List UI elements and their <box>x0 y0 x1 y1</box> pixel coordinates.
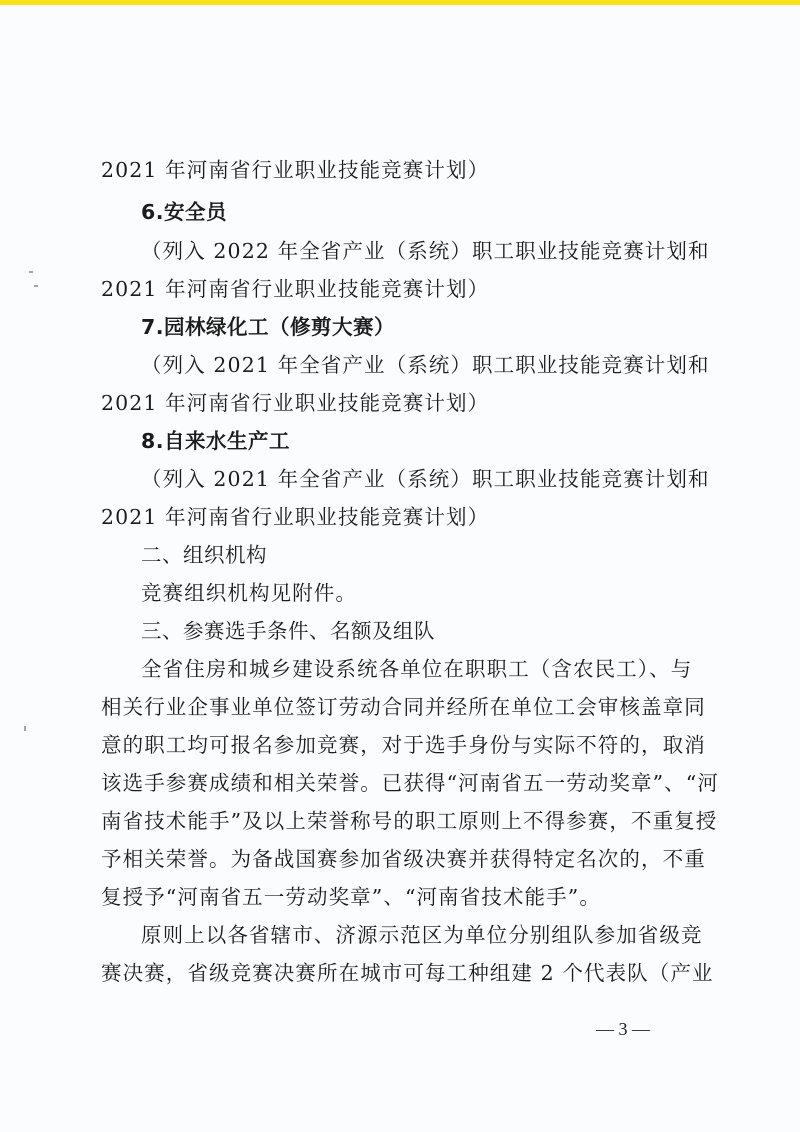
text-line: 2021 年河南省行业职业技能竞赛计划） <box>101 158 490 182</box>
text-line: 意的职工均可报名参加竞赛，对于选手身份与实际不符的，取消 <box>101 733 706 757</box>
text-line: （列入 2021 年全省产业（系统）职工职业技能竞赛计划和 <box>141 467 710 491</box>
text-line: 全省住房和城乡建设系统各单位在职职工（含农民工）、与 <box>141 657 693 681</box>
text-line: 赛决赛，省级竞赛决赛所在城市可每工种组建 2 个代表队（产业 <box>101 961 714 985</box>
text-line: 竞赛组织机构见附件。 <box>141 581 357 605</box>
page-number: — 3 — <box>596 1019 650 1039</box>
text-line: 予相关荣誉。为备战国赛参加省级决赛并获得特定名次的，不重 <box>101 847 706 871</box>
text-line: 该选手参赛成绩和相关荣誉。已获得“河南省五一劳动奖章”、“河 <box>101 771 719 795</box>
text-line: 南省技术能手”及以上荣誉称号的职工原则上不得参赛，不重复授 <box>101 809 718 833</box>
text-line: 相关行业企事业单位签订劳动合同并经所在单位工会审核盖章同 <box>101 695 706 719</box>
section-heading-3: 三、参赛选手条件、名额及组队 <box>141 619 435 643</box>
item-heading-8: 8.自来水生产工 <box>141 429 291 453</box>
text-line: 2021 年河南省行业职业技能竞赛计划） <box>101 505 490 529</box>
text-line: 原则上以各省辖市、济源示范区为单位分别组队参加省级竞 <box>141 923 703 947</box>
item-heading-7: 7.园林绿化工（修剪大赛） <box>141 315 396 339</box>
text-line: 复授予“河南省五一劳动奖章”、“河南省技术能手”。 <box>101 885 601 909</box>
item-heading-6: 6.安全员 <box>141 200 228 224</box>
text-line: （列入 2021 年全省产业（系统）职工职业技能竞赛计划和 <box>141 353 710 377</box>
text-line: 2021 年河南省行业职业技能竞赛计划） <box>101 277 490 301</box>
text-line: 2021 年河南省行业职业技能竞赛计划） <box>101 391 490 415</box>
section-heading-2: 二、组织机构 <box>141 543 267 567</box>
text-line: （列入 2022 年全省产业（系统）职工职业技能竞赛计划和 <box>141 239 710 263</box>
scan-mark <box>29 271 33 273</box>
scan-mark <box>24 726 26 731</box>
scan-mark <box>34 285 38 287</box>
